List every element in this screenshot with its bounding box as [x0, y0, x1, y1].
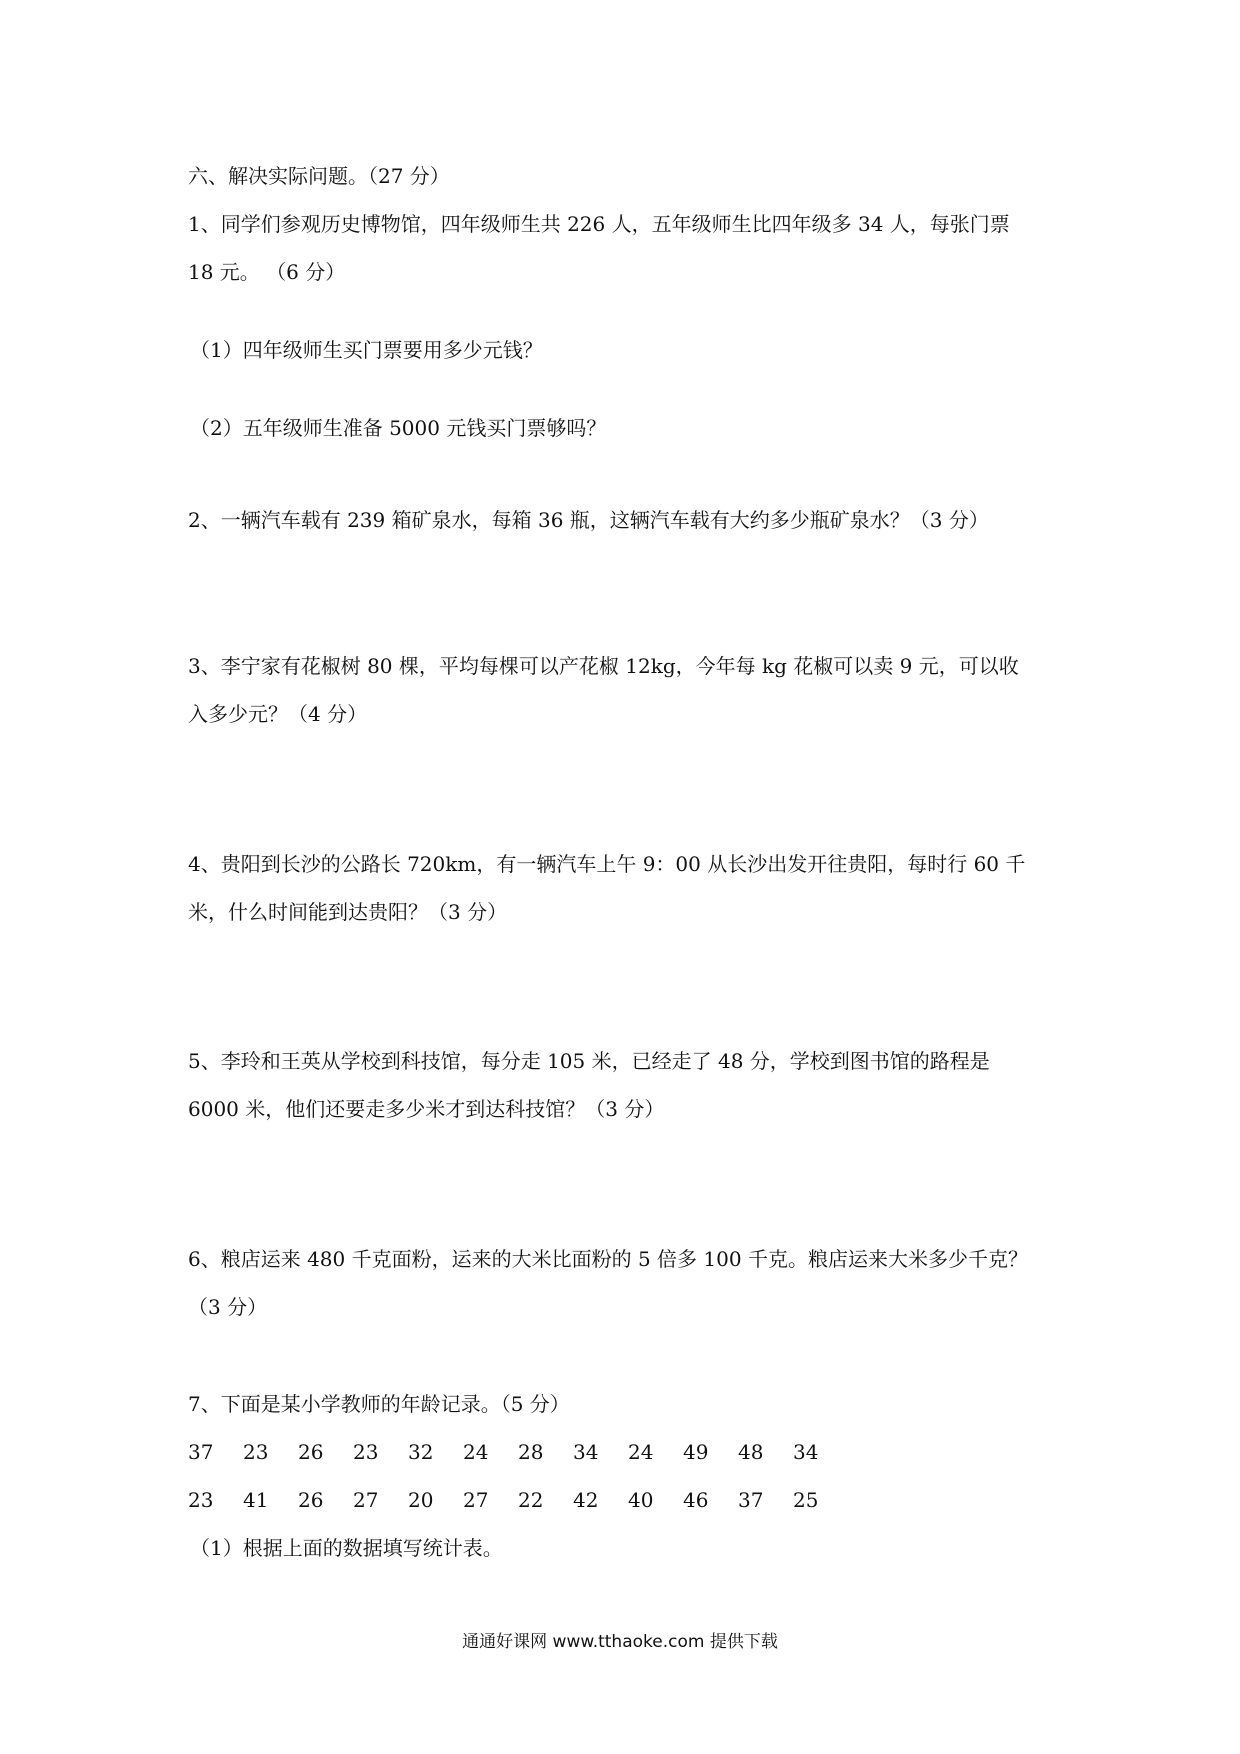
age-value: 22 — [518, 1488, 544, 1512]
question-1-line-2: 18 元。 （6 分） — [188, 260, 346, 284]
age-value: 46 — [683, 1488, 709, 1512]
question-5-line-1: 5、李玲和王英从学校到科技馆，每分走 105 米，已经走了 48 分，学校到图书馆的路程是 — [188, 1049, 990, 1073]
age-value: 34 — [793, 1440, 819, 1464]
question-2-line-1: 2、一辆汽车载有 239 箱矿泉水，每箱 36 瓶，这辆汽车载有大约多少瓶矿泉水？（3 分） — [188, 508, 989, 532]
question-7-sub-1: （1）根据上面的数据填写统计表。 — [190, 1536, 503, 1560]
age-value: 34 — [573, 1440, 599, 1464]
age-value: 49 — [683, 1440, 709, 1464]
age-value: 28 — [518, 1440, 544, 1464]
question-4-line-1: 4、贵阳到长沙的公路长 720km，有一辆汽车上午 9：00 从长沙出发开往贵阳，每时行 60 千 — [188, 852, 1026, 876]
question-6-line-2: （3 分） — [188, 1295, 268, 1319]
age-value: 37 — [188, 1440, 214, 1464]
question-6-line-1: 6、粮店运来 480 千克面粉，运来的大米比面粉的 5 倍多 100 千克。粮店运来大米多少千克？ — [188, 1247, 1028, 1271]
page-footer: 通通好课网 www.tthaoke.com 提供下载 — [462, 1632, 778, 1652]
question-5-line-2: 6000 米，他们还要走多少米才到达科技馆？（3 分） — [188, 1097, 665, 1121]
question-1-sub-2: （2）五年级师生准备 5000 元钱买门票够吗？ — [190, 416, 607, 440]
question-1-sub-1: （1）四年级师生买门票要用多少元钱？ — [190, 338, 543, 362]
age-value: 41 — [243, 1488, 269, 1512]
age-value: 27 — [463, 1488, 489, 1512]
question-4-line-2: 米，什么时间能到达贵阳？（3 分） — [188, 900, 508, 924]
age-value: 42 — [573, 1488, 599, 1512]
age-value: 20 — [408, 1488, 434, 1512]
age-value: 23 — [353, 1440, 379, 1464]
question-3-line-1: 3、李宁家有花椒树 80 棵，平均每棵可以产花椒 12kg，今年每 kg 花椒可以卖 9 元，可以收 — [188, 654, 1019, 678]
section-title: 六、解决实际问题。（27 分） — [188, 164, 450, 188]
age-value: 37 — [738, 1488, 764, 1512]
age-value: 24 — [463, 1440, 489, 1464]
question-3-line-2: 入多少元？（4 分） — [188, 702, 368, 726]
age-value: 25 — [793, 1488, 819, 1512]
age-value: 40 — [628, 1488, 654, 1512]
question-7-line-1: 7、下面是某小学教师的年龄记录。（5 分） — [188, 1392, 570, 1416]
age-value: 32 — [408, 1440, 434, 1464]
age-value: 48 — [738, 1440, 764, 1464]
age-value: 26 — [298, 1488, 324, 1512]
age-value: 27 — [353, 1488, 379, 1512]
age-value: 23 — [188, 1488, 214, 1512]
age-value: 24 — [628, 1440, 654, 1464]
question-1-line-1: 1、同学们参观历史博物馆，四年级师生共 226 人，五年级师生比四年级多 34 人，每张门票 — [188, 212, 1010, 236]
age-value: 23 — [243, 1440, 269, 1464]
age-value: 26 — [298, 1440, 324, 1464]
